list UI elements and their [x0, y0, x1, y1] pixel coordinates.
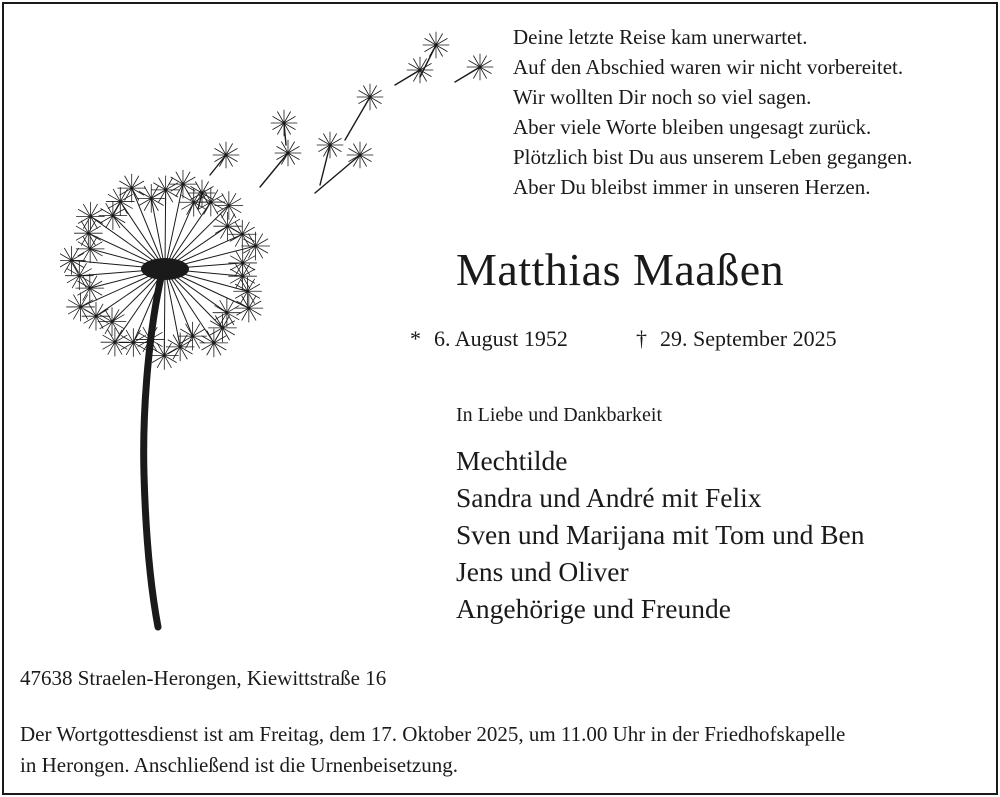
address: 47638 Straelen-Herongen, Kiewittstraße 16: [20, 666, 387, 690]
mourner-entry: Sandra und André mit Felix: [456, 482, 762, 513]
birth-symbol: *: [410, 326, 421, 351]
poem-line: Deine letzte Reise kam unerwartet.: [513, 25, 808, 49]
birth-date: 6. August 1952: [434, 326, 568, 351]
death-date: 29. September 2025: [660, 326, 837, 351]
poem: [513, 22, 912, 202]
poem-line: Wir wollten Dir noch so viel sagen.: [513, 85, 812, 109]
poem-line: Aber viele Worte bleiben ungesagt zurück.: [513, 115, 872, 139]
poem-line: Aber Du bleibst immer in unseren Herzen.: [513, 175, 871, 199]
service-info: [20, 719, 985, 781]
dedication: In Liebe und Dankbarkeit: [456, 404, 663, 426]
mourner-entry: Sven und Marijana mit Tom und Ben: [456, 519, 865, 550]
poem-line: Auf den Abschied waren wir nicht vorbereitet.: [513, 55, 904, 79]
cross-icon: †: [636, 326, 647, 351]
deceased-name: Matthias Maaßen: [456, 244, 785, 295]
life-dates: [410, 326, 837, 352]
mourners-list: [456, 442, 865, 627]
mourner-entry: Angehörige und Freunde: [456, 593, 731, 624]
death-date-group: [636, 326, 837, 352]
mourner-entry: Mechtilde: [456, 445, 568, 476]
mourner-entry: Jens und Oliver: [456, 556, 629, 587]
service-line: in Herongen. Anschließend ist die Urnenbeisetzung.: [20, 753, 458, 777]
poem-line: Plötzlich bist Du aus unserem Leben gegangen.: [513, 145, 913, 169]
service-line: Der Wortgottesdienst ist am Freitag, dem 17. Oktober 2025, um 11.00 Uhr in der Friedhofskapelle: [20, 722, 846, 746]
